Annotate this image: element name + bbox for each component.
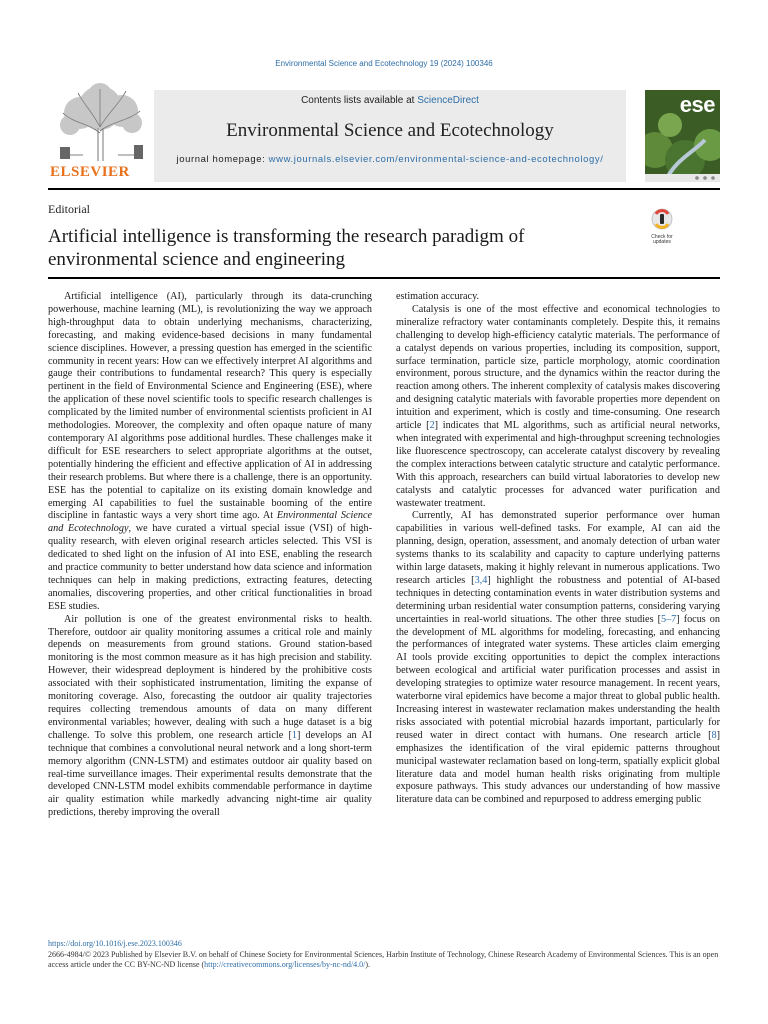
elsevier-wordmark: ELSEVIER <box>50 164 130 180</box>
copyright-end: ). <box>365 960 370 969</box>
cover-logo-text: ese <box>679 92 715 117</box>
article-title: Artificial intelligence is transforming the research paradigm of environmental science and engineering <box>48 226 525 270</box>
check-for-updates-icon[interactable] <box>647 208 677 245</box>
paragraph <box>396 510 720 807</box>
copyright-notice <box>48 950 720 971</box>
section-label: Editorial <box>48 202 90 216</box>
text-run: Artificial intelligence (AI), particularly through its data-crunching powerhouse, machine learning (ML), is revolutionizing the way we approach high-throughput data to obtain underlying mechanisms, characterizing, forecasting, and making evidence-based decisions in many fundamental science disciplines. However, a pressing question has emerged in the scientific community in recent years: How can we effectively interpret AI algorithms and gauge their contributions to fundamental research? This query is especially pertinent in the field of Environmental Science and Engineering (ESE), where the application of these novel scientific tools to specific research challenges is complicated by the limited number of environmental scientists proficient in AI methodologies. Moreover, the complexity and often opaque nature of many contemporary AI algorithms pose additional hurdles. These challenges make it difficult for ESE researchers to select appropriate algorithms at the outset, potentially hindering the efficient and effective application of AI in addressing their research problems. But where there is a challenge, there is an opportunity. ESE has the potential to capitalize on its existing domain knowledge and emerging AI capabilities to fuel the sustainable booming of the entire discipline in fantastic ways a very short time ago. At <box>48 291 372 522</box>
badge-text-1: Check for <box>651 234 673 240</box>
text-run: ] indicates that ML algorithms, such as artificial neural networks, when integrated with experimental and high-throughput screening technologies like fluorescence spectroscopy, can accelerate catalyst discovery by revealing the complex interactions between catalytic structure and catalytic performance. With this approach, researchers can build virtual laboratories to develop new catalysts and catalytic processes for advanced water purification and wastewater treatment. <box>396 420 720 509</box>
paragraph <box>48 614 372 821</box>
citation-link[interactable]: 8 <box>711 729 717 741</box>
homepage-line <box>174 153 606 166</box>
journal-header <box>48 83 720 190</box>
journal-title: Environmental Science and Ecotechnology <box>226 120 554 141</box>
title-divider <box>48 277 720 279</box>
citation-link[interactable]: 1 <box>291 729 297 741</box>
body-column-right <box>396 291 720 807</box>
homepage-prefix: journal homepage: <box>176 154 269 165</box>
journal-name-italic: Environmental Science and Ecotechnology <box>48 510 372 535</box>
paragraph <box>396 291 720 304</box>
paragraph <box>396 304 720 511</box>
citation-link[interactable]: 5–7 <box>660 613 677 625</box>
text-run: ] focus on the development of ML algorithms for modeling, forecasting, and enhancing the performances of integrated water systems. These articles claim emerging AI tools provide exciting opportunities to depict the complex interactions between ecological and artificial water purification processes and assist in developing strategies to optimize water resource management. In recent years, waterborne viral epidemics have become a major threat to global public health. Increasing interest in wastewater reclamation makes understanding the health risks associated with potential microbial hazards important, particularly for reused water in direct contact with humans. One research article [ <box>396 613 720 741</box>
text-run: ] highlight the robustness and potential of AI-based techniques in detecting contamination events in water distribution systems and determining urban residential water consumption patterns, considering varying uncertainties in real-world situations. The other three studies [ <box>396 574 720 625</box>
copyright-text: 2666-4984/© 2023 Published by Elsevier B.V. on behalf of Chinese Society for Environmental Sciences, Harbin Institute of Technology, Chinese Research Academy of Environmental Sciences. This is an open access article under the CC BY-NC-ND license ( <box>48 949 719 969</box>
text-run: ] emphasizes the identification of the viral epidemic patterns throughout municipal wastewater reclamation based on long-term, spatially explicit global literature data and model human health risks originating from multiple exposure pathways. This study advances our understanding of how massive literature data can be combined and repurposed to address emerging public <box>396 729 720 806</box>
journal-cover-image[interactable] <box>645 90 720 182</box>
journal-reference[interactable]: Environmental Science and Ecotechnology 19 (2024) 100346 <box>275 59 493 68</box>
contents-line <box>154 95 626 106</box>
doi-link[interactable]: https://doi.org/10.1016/j.ese.2023.100346 <box>48 939 182 948</box>
paragraph <box>48 291 372 614</box>
page-footer <box>48 939 720 971</box>
citation-link[interactable]: 3,4 <box>474 574 488 586</box>
text-run: Catalysis is one of the most effective and economical technologies to mineralize refractory water contaminants completely. Despite this, it remains challenging to develop high-efficiency catalytic materials. The performance of a catalyst depends on various properties, including its composition, support, surface termination, particle size, particle morphology, atomic coordination environment, porous structure, and the dynamics within the reactor during the reaction among others. The inherent complexity of catalysis makes discovering and designing catalytic materials with favorable properties more dependent on intuition and experiment, which is costly and time-consuming. One research article [ <box>396 303 720 432</box>
text-run: estimation accuracy. <box>396 291 480 302</box>
text-run: Air pollution is one of the greatest environmental risks to health. Therefore, outdoor air quality monitoring assumes a critical role and mainly depends on measurements from ground stations. Ground station-based monitoring is the most common measure as it has high precision and stability. However, their widespread deployment is hindered by the prohibitive costs associated with their sophisticated instrumentation, limiting the expanse of monitoring coverage. Also, forecasting the outdoor air quality trajectories requires collecting tremendous amounts of data on many different environmental variables; however, dealing with such a huge dataset is a big challenge. To solve this problem, one research article [ <box>48 613 372 741</box>
badge-text-2: updates <box>653 239 671 245</box>
text-run: ] develops an AI technique that combines a convolutional neural network and a long short-term memory algorithm (CNN-LSTM) and estimates outdoor air quality based on real-time surveillance images. Their experimental results demonstrate that the developed CNN-LSTM model exhibits commendable performance in daytime air quality estimation while markedly advancing night-time air quality predictions, thereby improving the overall <box>48 729 372 819</box>
license-link[interactable]: http://creativecommons.org/licenses/by-nc-nd/4.0/ <box>204 960 366 969</box>
citation-link[interactable]: 2 <box>429 420 435 432</box>
text-run: , we have curated a virtual special issue (VSI) of high-quality research, with eleven original research articles selected. This VSI is dedicated to shed light on the infusion of AI into ESE, enabling the research and practice community to better understand how data science and information techniques can help in making predictions, extracting features, detecting anomalies, discovering properties, and other critical functionalities in broad ESE studies. <box>48 523 372 612</box>
sciencedirect-link[interactable]: ScienceDirect <box>417 95 479 106</box>
body-column-left <box>48 291 372 820</box>
text-run: Currently, AI has demonstrated superior performance over human capabilities in various well-defined tasks. For example, AI can aid the planning, design, operation, assessment, and anomaly detection of urban water systems thanks to its scalability and capacity to capture underlying patterns within large datasets, making it highly relevant in numerous applications. Two research articles [ <box>396 510 720 586</box>
journal-band <box>154 90 626 182</box>
elsevier-tree-logo[interactable] <box>48 83 156 183</box>
homepage-link[interactable]: www.journals.elsevier.com/environmental-science-and-ecotechnology/ <box>268 154 604 165</box>
contents-prefix: Contents lists available at <box>301 95 418 106</box>
